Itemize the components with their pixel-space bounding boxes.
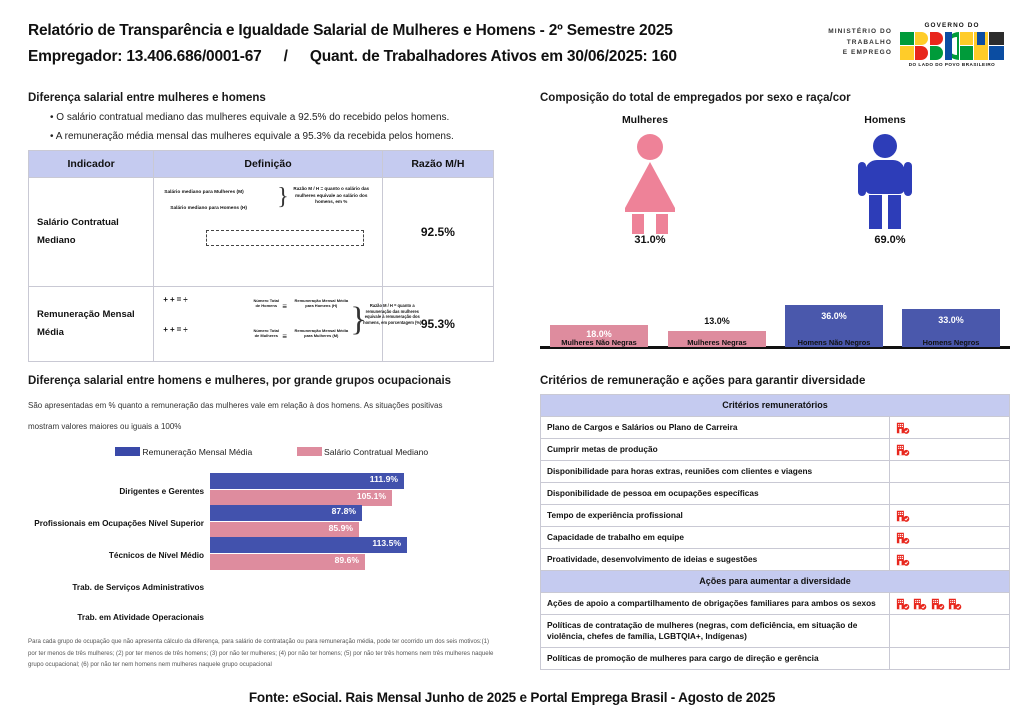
occupational-intro-line-1: São apresentadas em % quanto a remuneração das mulheres vale em relação à dos homens. As situações positivas xyxy=(28,401,443,410)
government-logo xyxy=(806,22,1006,70)
bar-category-label: Mulheres Negras xyxy=(687,338,747,347)
occ-category-label: Trab. em Atividade Operacionais xyxy=(77,613,204,622)
table-row xyxy=(541,439,1010,461)
report-title: Relatório de Transparência e Igualdade Salarial de Mulheres e Homens - 2º Semestre 2025 xyxy=(28,22,673,39)
bar-value-label: 36.0% xyxy=(821,311,847,321)
wage-gap-section xyxy=(28,92,498,142)
men-result-label: Remuneração Mensal Média para Homens (H) xyxy=(294,298,349,309)
wage-gap-title: Diferença salarial entre mulheres e homens xyxy=(28,92,266,104)
gov-top-text: GOVERNO DO xyxy=(924,22,980,29)
criteria-label: Proatividade, desenvolvimento de ideias e sugestões xyxy=(541,549,890,571)
legend-swatch-median-wage xyxy=(297,447,322,456)
employer-label: Empregador: 13.406.686/0001-67 xyxy=(28,48,262,65)
building-check-icon xyxy=(896,553,910,567)
criteria-label: Plano de Cargos e Salários ou Plano de Carreira xyxy=(541,417,890,439)
women-total-label: Número Total de Mulheres xyxy=(253,328,279,339)
occ-category-label: Profissionais em Ocupações Nível Superior xyxy=(34,519,204,528)
plus-sign: + xyxy=(163,325,168,334)
actions-section-header-row xyxy=(541,571,1010,593)
occupational-footnote: Para cada grupo de ocupação que não apresenta cálculo da diferença, para salário de contratação ou para remuneração média, pode ter ocorrido um dos seis motivos:(1) por ter menos de três mulheres; (2) por ter menos de três homens; (3) por não ter mulheres; (4) por não ter homens; (5) por não ter três homens nem três mulheres naquele grupo ocupacional; (6) por não ter nem homens nem mulheres naquele grupo ocupacional xyxy=(28,638,494,668)
divide-sign: ÷ xyxy=(183,295,188,304)
median-wage-infographic xyxy=(158,182,377,282)
bar-value-label: 89.6% xyxy=(334,555,359,565)
criteria-mark-cell xyxy=(890,483,1010,505)
action-mark-cell xyxy=(890,615,1010,648)
avg-pay-infographic xyxy=(158,291,422,357)
table-row xyxy=(541,615,1010,648)
table-row xyxy=(541,505,1010,527)
criteria-label: Cumprir metas de produção xyxy=(541,439,890,461)
active-workers-label: Quant. de Trabalhadores Ativos em 30/06/2025: 160 xyxy=(309,48,677,65)
definition-cell-median-wage xyxy=(154,178,382,287)
indicator-name-avg-pay xyxy=(29,287,154,362)
men-group-label: Homens xyxy=(864,114,906,126)
table-row xyxy=(541,549,1010,571)
bar-value-label: 18.0% xyxy=(586,329,612,339)
table-row xyxy=(541,483,1010,505)
criteria-mark-cell xyxy=(890,527,1010,549)
criteria-title: Critérios de remuneração e ações para garantir diversidade xyxy=(540,375,866,387)
bar-value-label: 13.0% xyxy=(704,316,730,326)
ratio-value-avg-pay: 95.3% xyxy=(382,287,493,362)
bar-category-label: Homens Não Negros xyxy=(797,338,871,347)
brace-icon: } xyxy=(350,301,367,338)
table-row xyxy=(29,178,494,287)
equals-sign: = xyxy=(176,325,182,334)
page-header xyxy=(0,0,1024,78)
building-check-icon xyxy=(948,597,962,611)
brace-icon: } xyxy=(277,184,289,210)
building-check-icon xyxy=(931,597,945,611)
ig-note-ratio-explain: Razão M / H = quanto o salário das mulheres equivale ao salário dos homens, em % xyxy=(293,186,370,204)
ig-note-ratio-explain-2: Razão M / H = quanto a remuneração das mulheres equivale à remuneração dos homens, em porcentagem (%) xyxy=(363,303,422,325)
occ-category-label: Técnicos de Nível Médio xyxy=(108,551,204,560)
table-row xyxy=(29,287,494,362)
bar-value-label: 113.5% xyxy=(372,538,401,548)
legend-label-avg-pay: Remuneração Mensal Média xyxy=(142,447,253,457)
occupational-groups-chart xyxy=(28,470,508,625)
building-check-icon xyxy=(896,531,910,545)
women-result-label: Remuneração Mensal Média para Mulheres (M) xyxy=(294,328,349,339)
bar-median-wage-dirigentes xyxy=(210,490,392,506)
indicator-line-2: Média xyxy=(37,327,64,338)
race-composition-chart xyxy=(540,280,1010,355)
divide-sign: ÷ xyxy=(183,325,188,334)
equivalence-sign: ≡ xyxy=(282,332,287,341)
criteria-mark-cell xyxy=(890,549,1010,571)
occupational-chart-legend xyxy=(115,447,428,457)
ministry-line-1: MINISTÉRIO DO xyxy=(828,28,892,35)
building-check-icon xyxy=(896,443,910,457)
indicator-table xyxy=(28,150,494,362)
bar-median-wage-superior xyxy=(210,522,359,538)
table-header-row xyxy=(29,151,494,178)
occupational-intro-line-2: mostram valores maiores ou iguais a 100% xyxy=(28,422,182,431)
col-header-definition: Definição xyxy=(154,151,382,178)
criteria-section-header-row xyxy=(541,395,1010,417)
criteria-label: Disponibilidade para horas extras, reuniões com clientes e viagens xyxy=(541,461,890,483)
criteria-table xyxy=(540,394,1010,670)
bar-median-wage-tecnicos xyxy=(210,554,365,570)
source-footer: Fonte: eSocial. Rais Mensal Junho de 2025 e Portal Emprega Brasil - Agosto de 2025 xyxy=(248,690,776,705)
ministry-line-2: TRABALHO xyxy=(846,38,892,46)
ministry-line-3: E EMPREGO xyxy=(842,49,892,56)
action-mark-cell xyxy=(890,593,1010,615)
gov-bottom-text: DO LADO DO POVO BRASILEIRO xyxy=(908,62,996,67)
bar-category-label: Mulheres Não Negras xyxy=(561,338,637,347)
building-check-icon xyxy=(913,597,927,611)
table-row xyxy=(541,461,1010,483)
women-group-label: Mulheres xyxy=(621,114,669,126)
bar-avg-pay-superior xyxy=(210,505,362,521)
header-titles xyxy=(28,18,788,70)
action-mark-cell xyxy=(890,648,1010,670)
criteria-label: Capacidade de trabalho em equipe xyxy=(541,527,890,549)
criteria-mark-cell xyxy=(890,417,1010,439)
bar-avg-pay-dirigentes xyxy=(210,473,404,489)
bar-value-label: 33.0% xyxy=(938,315,964,325)
occupational-groups-title: Diferença salarial entre homens e mulheres, por grande grupos ocupacionais xyxy=(28,375,452,387)
action-label: Políticas de promoção de mulheres para cargo de direção e gerência xyxy=(541,648,890,670)
indicator-line-1: Remuneração Mensal xyxy=(37,309,135,320)
bar-value-label: 85.9% xyxy=(328,523,353,533)
table-row xyxy=(541,593,1010,615)
table-row xyxy=(541,417,1010,439)
table-row xyxy=(541,648,1010,670)
building-check-icon xyxy=(896,421,910,435)
men-percentage: 69.0% xyxy=(874,234,906,246)
wage-gap-bullet-1: • O salário contratual mediano das mulheres equivale a 92.5% do recebido pelos homens. xyxy=(50,112,450,123)
title-separator: / xyxy=(283,48,288,65)
bar-avg-pay-tecnicos xyxy=(210,537,407,553)
criteria-label: Disponibilidade de pessoa em ocupações específicas xyxy=(541,483,890,505)
indicator-name-median-wage: Salário Contratual Mediano xyxy=(29,178,154,287)
equals-sign: = xyxy=(176,295,182,304)
col-header-indicator: Indicador xyxy=(29,151,154,178)
brasil-logo-icon xyxy=(900,22,1004,70)
action-label: Ações de apoio a compartilhamento de obrigações familiares para ambos os sexos xyxy=(541,593,890,615)
definition-cell-avg-pay xyxy=(154,287,422,362)
composition-title: Composição do total de empregados por sexo e raça/cor xyxy=(540,92,851,104)
occ-category-label: Trab. de Serviços Administrativos xyxy=(72,583,204,592)
ig-label-women-median: Salário mediano para Mulheres (M) xyxy=(164,190,244,195)
criteria-header: Critérios remuneratórios xyxy=(541,395,1010,417)
employer-line xyxy=(28,44,788,70)
criteria-mark-cell xyxy=(890,461,1010,483)
legend-swatch-avg-pay xyxy=(115,447,140,456)
table-row xyxy=(541,527,1010,549)
woman-figure-icon xyxy=(625,134,675,234)
occupational-groups-section xyxy=(28,375,508,437)
building-check-icon xyxy=(896,597,910,611)
criteria-label: Tempo de experiência profissional xyxy=(541,505,890,527)
equivalence-sign: ≡ xyxy=(282,302,287,311)
men-total-label: Número Total de Homens xyxy=(253,298,279,309)
criteria-section xyxy=(540,375,1010,387)
bar-value-label: 87.8% xyxy=(331,506,356,516)
ratio-value-median-wage: 92.5% xyxy=(382,178,493,287)
action-label: Políticas de contratação de mulheres (negras, com deficiência, em situação de violência, chefes de família, LGBTQIA+, Indígenas) xyxy=(541,615,890,648)
plus-sign: + xyxy=(163,295,168,304)
bar-category-label: Homens Negros xyxy=(922,338,980,347)
wage-gap-bullet-2: • A remuneração média mensal das mulheres equivale a 95.3% da recebida pelos homens. xyxy=(50,131,454,142)
men-pictogram-row xyxy=(162,297,187,306)
composition-section xyxy=(540,92,1010,246)
criteria-mark-cell xyxy=(890,505,1010,527)
women-pictogram-row xyxy=(162,327,187,336)
comparison-dashed-box xyxy=(206,230,364,246)
brasil-wordmark-art xyxy=(900,32,1004,60)
plus-sign: + xyxy=(169,295,175,304)
legend-label-median-wage: Salário Contratual Mediano xyxy=(324,447,429,457)
criteria-mark-cell xyxy=(890,439,1010,461)
ig-label-men-median: Salário mediano para Homens (H) xyxy=(170,206,248,211)
actions-header: Ações para aumentar a diversidade xyxy=(541,571,1010,593)
col-header-ratio: Razão M/H xyxy=(382,151,493,178)
bar-value-label: 111.9% xyxy=(369,474,398,484)
ministry-text xyxy=(806,27,892,59)
women-percentage: 31.0% xyxy=(634,234,666,246)
plus-sign: + xyxy=(169,325,175,334)
man-figure-icon xyxy=(865,134,905,229)
building-check-icon xyxy=(896,509,910,523)
occ-category-label: Dirigentes e Gerentes xyxy=(119,487,204,496)
bar-value-label: 105.1% xyxy=(356,491,386,501)
